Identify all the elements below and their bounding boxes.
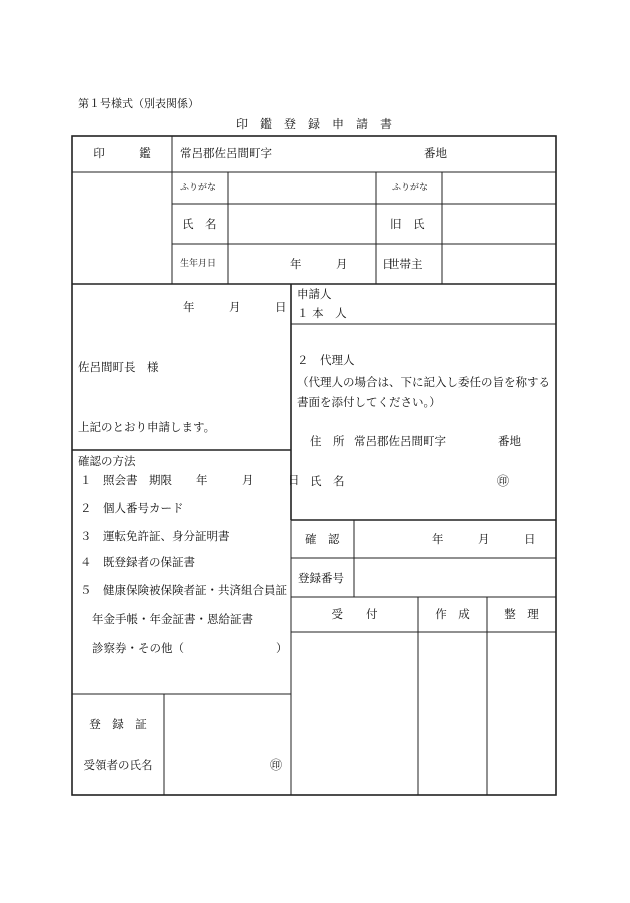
applicant-self[interactable]: １ 本 人: [297, 306, 347, 320]
name-field[interactable]: [229, 205, 375, 243]
certificate-label: 登 録 証: [89, 717, 147, 731]
agent-note-line-1: （代理人の場合は、下に記入し委任の旨を称する: [297, 375, 550, 389]
receiver-name-field[interactable]: [165, 740, 265, 790]
furigana-field[interactable]: [229, 173, 375, 203]
confirmation-item-3[interactable]: ３ 運転免許証、身分証明書: [80, 529, 230, 543]
former-furigana-label: ふりがな: [392, 183, 429, 193]
agent-address-suffix: 番地: [498, 434, 521, 448]
processing-label: 整 理: [504, 607, 539, 621]
birthdate-label: 生年月日: [180, 259, 217, 269]
household-head-field[interactable]: [443, 245, 555, 283]
confirmation-item-1[interactable]: １ 照会書 期限: [80, 473, 172, 487]
confirm-date[interactable]: 年 月 日: [432, 532, 536, 546]
confirmation-item-5-cont-1: 年金手帳・年金証書・恩給証書: [92, 612, 253, 626]
applicant-heading: 申請人: [297, 287, 332, 301]
reg-number-label: 登録番号: [298, 571, 344, 585]
birthdate-value[interactable]: 年 月 日: [290, 257, 394, 271]
applicant-agent[interactable]: ２ 代理人: [297, 353, 355, 367]
agent-seal-mark: ㊞: [497, 474, 510, 488]
confirmation-item-1-date[interactable]: 年 月 日: [196, 473, 300, 487]
name-label: 氏 名: [182, 217, 217, 231]
confirmation-item-5[interactable]: ５ 健康保険被保険者証・共済組合員証: [80, 583, 287, 597]
application-statement: 上記のとおり申請します。: [78, 420, 216, 434]
agent-address-prefix: 常呂郡佐呂間町字: [354, 434, 446, 448]
confirmation-item-4[interactable]: ４ 既登録者の保証書: [80, 555, 195, 569]
creation-label: 作 成: [435, 607, 470, 621]
former-name-label: 旧 氏: [390, 217, 425, 231]
receiver-name-label: 受領者の氏名: [83, 758, 153, 772]
agent-note-line-2: 書面を添付してください。）: [297, 395, 441, 409]
former-name-field[interactable]: [443, 205, 555, 243]
application-date[interactable]: 年 月 日: [183, 300, 287, 314]
seal-label: 印 鑑: [93, 146, 151, 160]
form-title: 印 鑑 登 録 申 請 書: [235, 117, 392, 131]
confirmation-item-2[interactable]: ２ 個人番号カード: [80, 501, 184, 515]
household-head-label: 世帯主: [388, 257, 423, 271]
addressee: 佐呂間町長 様: [78, 360, 159, 374]
confirmation-item-5-cont-2: 診察券・その他（: [92, 641, 184, 655]
seal-area[interactable]: [73, 173, 171, 283]
furigana-label: ふりがな: [180, 183, 217, 193]
agent-address-label: 住 所: [310, 434, 345, 448]
confirmation-item-5-close: ）: [276, 641, 288, 655]
confirmation-heading: 確認の方法: [78, 454, 136, 468]
reg-number-field[interactable]: [355, 559, 555, 596]
address-prefix: 常呂郡佐呂間町字: [180, 146, 272, 160]
receipt-label: 受 付: [331, 607, 378, 621]
confirm-label: 確 認: [305, 532, 340, 546]
receiver-seal-mark: ㊞: [270, 758, 283, 772]
form-number: 第１号様式（別表関係）: [78, 97, 199, 110]
former-furigana-field[interactable]: [443, 173, 555, 203]
address-suffix: 番地: [424, 146, 447, 160]
agent-name-label: 氏 名: [310, 474, 345, 488]
